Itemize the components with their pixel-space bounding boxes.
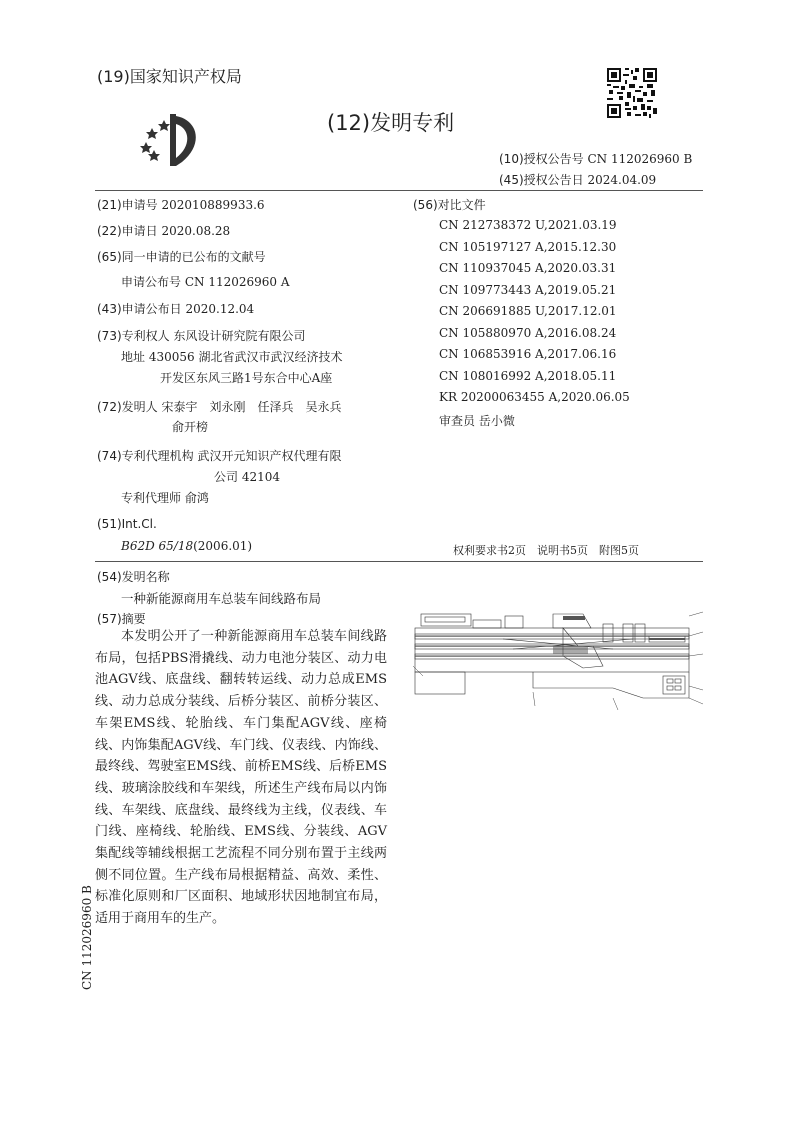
layout-drawing	[413, 606, 703, 716]
cited-documents-label: (56)对比文件	[413, 198, 486, 212]
grant-number-value: CN 112026960 B	[587, 152, 693, 166]
invention-title: 一种新能源商用车总装车间线路布局	[121, 591, 322, 606]
agent-row	[121, 489, 209, 506]
grant-number-row	[499, 150, 692, 167]
page-counts: 权利要求书2页 说明书5页 附图5页	[453, 544, 639, 557]
side-document-number: CN 112026960 B	[80, 885, 94, 990]
application-number-row	[97, 196, 265, 213]
document-type: (12)发明专利	[327, 111, 455, 135]
publication-date-row	[97, 300, 254, 317]
patentee-value: 东风设计研究院有限公司	[173, 329, 306, 343]
agency-row	[97, 447, 341, 464]
publication-number-label: 申请公布号	[121, 275, 182, 289]
cited-document: CN 212738372 U,2021.03.19	[439, 218, 617, 232]
publication-date-label: (43)申请公布日	[97, 302, 182, 316]
cited-document: CN 109773443 A,2019.05.21	[439, 282, 617, 297]
cited-document: KR 20200063455 A,2020.06.05	[439, 390, 630, 404]
address-line-2: 开发区东风三路1号东合中心A座	[160, 371, 333, 385]
publication-date-value: 2020.12.04	[185, 302, 255, 316]
abstract-text: 本发明公开了一种新能源商用车总装车间线路布局，包括PBS滑撬线、动力电池分装区、动力电池AGV线、底盘线、翻转转运线、动力总成EMS线、动力总成分装线、后桥分装区、前桥分装区、车架EMS线、轮胎线、车门集配AGV线、座椅线、内饰集配AGV线、车门线、仪表线、内饰线、最终线、驾驶室EMS线、前桥EMS线、后桥EMS线、玻璃涂胶线和车架线，所述生产线布局以内饰线、车架线、底盘线、最终线为主线，仪表线、车门线、座椅线、轮胎线、EMS线、分装线、AGV集配线等辅线根据工艺流程不同分别布置于主线两侧不同位置。生产线布局根据精益、高效、柔性、标准化原则和厂区面积、地域形状因地制宜布局，适用于商用车的生产。	[95, 629, 387, 927]
cited-document: CN 105197127 A,2015.12.30	[439, 239, 617, 254]
address-label: 地址	[121, 350, 146, 364]
cited-document: CN 106853916 A,2017.06.16	[439, 347, 617, 361]
cited-document: CN 108016992 A,2018.05.11	[439, 368, 617, 383]
title-label: (54)发明名称	[97, 570, 170, 584]
application-date-row	[97, 222, 230, 239]
agency-label: (74)专利代理机构	[97, 449, 194, 463]
agency-line-2: 公司 42104	[214, 470, 280, 484]
agent-value: 俞鸿	[184, 491, 209, 505]
patentee-row	[97, 327, 305, 344]
int-cl-code: B62D 65/18	[121, 539, 194, 553]
abstract-label: (57)摘要	[97, 612, 146, 626]
grant-number-label: (10)授权公告号	[499, 152, 584, 166]
examiner-label: 审查员	[439, 414, 476, 428]
application-date-value: 2020.08.28	[161, 224, 231, 238]
application-date-label: (22)申请日	[97, 224, 158, 238]
examiner-row	[439, 412, 515, 429]
cited-document: CN 110937045 A,2020.03.31	[439, 261, 617, 275]
inventors-line-1: 宋泰宇 刘永刚 任泽兵 吴永兵	[161, 400, 342, 414]
header-divider	[95, 190, 703, 191]
inventors-line-2: 俞开榜	[172, 420, 209, 434]
agent-label: 专利代理师	[121, 491, 182, 505]
address-line-1: 430056 湖北省武汉市武汉经济技术	[148, 350, 343, 364]
cited-document: CN 206691885 U,2017.12.01	[439, 304, 617, 318]
int-cl-year: (2006.01)	[193, 539, 253, 553]
office-name: (19)国家知识产权局	[97, 67, 242, 86]
qr-code	[607, 68, 657, 118]
inventors-row	[97, 398, 341, 415]
publication-number-value: CN 112026960 A	[184, 275, 290, 289]
patentee-label: (73)专利权人	[97, 329, 170, 343]
address-row	[121, 348, 342, 365]
cited-document: CN 105880970 A,2016.08.24	[439, 325, 617, 340]
grant-date-label: (45)授权公告日	[499, 173, 584, 187]
int-cl-label: (51)Int.Cl.	[97, 517, 157, 531]
int-cl-row	[121, 539, 252, 553]
publication-number-row	[121, 273, 290, 290]
application-number-label: (21)申请号	[97, 198, 158, 212]
grant-date-value: 2024.04.09	[587, 173, 657, 187]
examiner-value: 岳小微	[478, 414, 515, 428]
application-number-value: 202010889933.6	[161, 198, 265, 212]
inventors-label: (72)发明人	[97, 400, 158, 414]
agency-line-1: 武汉开元知识产权代理有限	[197, 449, 342, 463]
prior-publication-label: (65)同一申请的已公布的文献号	[97, 250, 266, 264]
body-divider	[95, 561, 703, 562]
grant-date-row	[499, 171, 656, 188]
office-logo	[132, 110, 208, 170]
